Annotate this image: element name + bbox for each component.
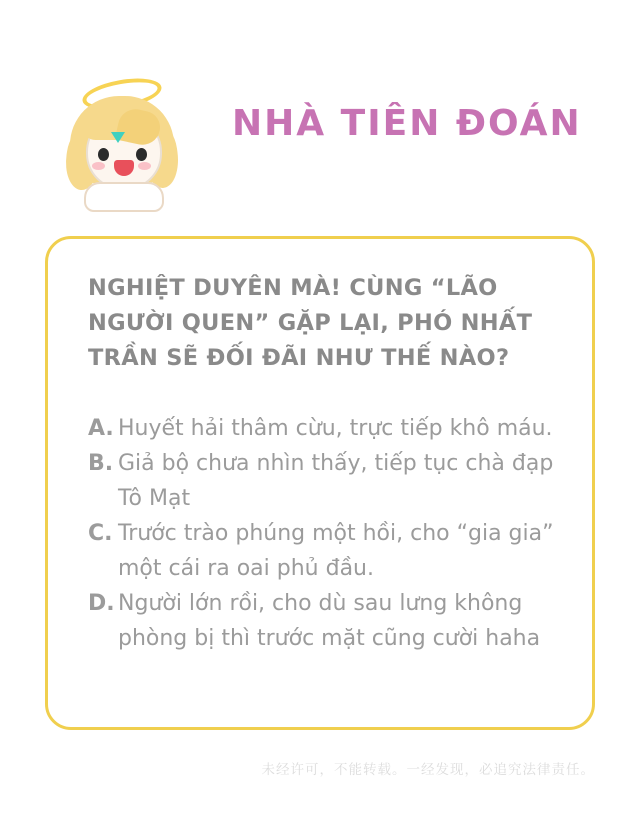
body (84, 182, 164, 212)
option-c-label: C. (88, 521, 113, 546)
blush-right (138, 162, 151, 170)
options-list (88, 411, 558, 656)
forehead-gem-icon (111, 132, 125, 143)
option-a-text: Huyết hải thâm cừu, trực tiếp khô máu. (118, 416, 553, 441)
page-title: NHÀ TIÊN ĐOÁN (232, 103, 582, 144)
option-d[interactable] (88, 586, 558, 656)
angel-girl-mascot-icon (62, 70, 192, 200)
eye-left (98, 148, 109, 161)
option-d-text: Người lớn rồi, cho dù sau lưng không phòng bị thì trước mặt cũng cười haha (118, 591, 541, 651)
question-text: NGHIỆT DUYÊN MÀ! CÙNG “LÃO NGƯỜI QUEN” GẶP LẠI, PHÓ NHẤT TRẦN SẼ ĐỐI ĐÃI NHƯ THẾ NÀO? (88, 275, 533, 371)
copyright-notice: 未经许可，不能转载。一经发现，必追究法律责任。 (261, 762, 595, 778)
option-a-label: A. (88, 416, 114, 441)
eye-right (136, 148, 147, 161)
blush-left (92, 162, 105, 170)
option-b[interactable] (88, 446, 558, 516)
option-b-text: Giả bộ chưa nhìn thấy, tiếp tục chà đạp Tô Mạt (118, 451, 554, 511)
option-c-text: Trước trào phúng một hồi, cho “gia gia” một cái ra oai phủ đầu. (118, 521, 554, 581)
option-b-label: B. (88, 451, 114, 476)
header (0, 58, 640, 198)
question-card (45, 236, 595, 730)
option-c[interactable] (88, 516, 558, 586)
option-d-label: D. (88, 591, 115, 616)
option-a[interactable] (88, 411, 558, 446)
